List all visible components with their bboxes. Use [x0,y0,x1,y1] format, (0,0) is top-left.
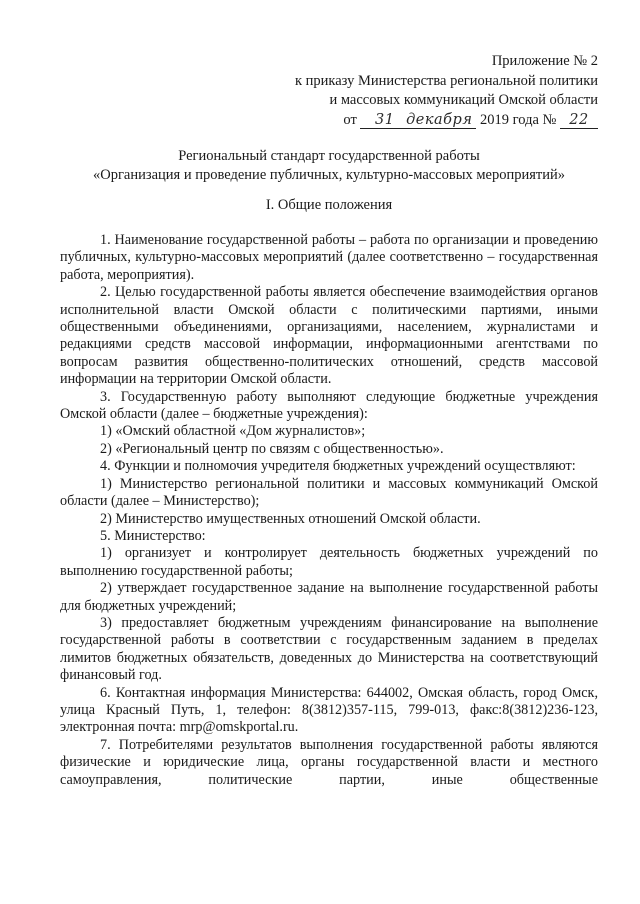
paragraph: 1. Наименование государственной работы – работа по организации и проведению публичных, культурно-массовых мероприятий (далее соответственно – государственная работа, мероприятия). [60,232,598,283]
list-item: 1) организует и контролирует деятельность бюджетных учреждений по выполнению государственной работы; [60,545,598,579]
paragraph: 2. Целью государственной работы является обеспечение взаимодействия органов исполнительной власти Омской области с политическими партиями, иными общественными объединениями, организациями, населением, журналистами и редакциями средств массовой информации, информационными агентствами по вопросам развития общественно-политических отношений, средств массовой информации на территории Омской области. [60,284,598,388]
date-prefix: от [343,111,357,128]
paragraph: 6. Контактная информация Министерства: 644002, Омская область, город Омск, улица Красный Путь, 1, телефон: 8(3812)357-115, 799-013, факс:8(3812)236-123, электронная почта: mrp@omskportal.ru. [60,684,598,736]
paragraph: 4. Функции и полномочия учредителя бюджетных учреждений осуществляют: [100,458,576,475]
handwritten-month: декабря [398,112,476,129]
document-title [60,147,598,185]
title-line-1: Региональный стандарт государственной работы [178,148,480,164]
appendix-order-line: к приказу Министерства региональной политики [294,72,598,89]
appendix-date-line [295,111,598,131]
list-item: 2) «Региональный центр по связям с общественностью». [100,440,444,457]
appendix-number: Приложение № 2 [491,53,598,69]
handwritten-day: 31 [360,112,398,129]
date-year: 2019 года № [480,111,557,128]
list-item: 1) «Омский областной «Дом журналистов»; [100,423,366,440]
list-item: 2) Министерство имущественных отношений Омской области. [100,510,481,527]
list-item: 2) утверждает государственное задание на выполнение государственной работы для бюджетных учреждений; [60,580,598,614]
appendix-block [295,52,598,130]
appendix-ministry-line: и массовых коммуникаций Омской области [329,92,598,108]
title-line-2: «Организация и проведение публичных, культурно-массовых мероприятий» [92,167,565,183]
paragraph: 5. Министерство: [100,527,206,544]
list-item: 3) предоставляет бюджетным учреждениям финансирование на выполнение государственной работы в соответствии с государственным заданием в пределах лимитов бюджетных обязательств, доведенных до Министерства на соответствующий финансовый год. [60,614,598,684]
section-heading: I. Общие положения [265,197,393,213]
handwritten-order-number: 22 [560,112,598,129]
list-item: 1) Министерство региональной политики и массовых коммуникаций Омской области (далее – Министерство); [60,475,598,510]
paragraph: 3. Государственную работу выполняют следующие бюджетные учреждения Омской области (далее – бюджетные учреждения): [60,388,598,423]
body-text [60,232,598,789]
paragraph: 7. Потребителями результатов выполнения государственной работы являются физические и юридические лица, органы государственной власти и местного самоуправления, политические партии, иные общественные [60,736,598,788]
